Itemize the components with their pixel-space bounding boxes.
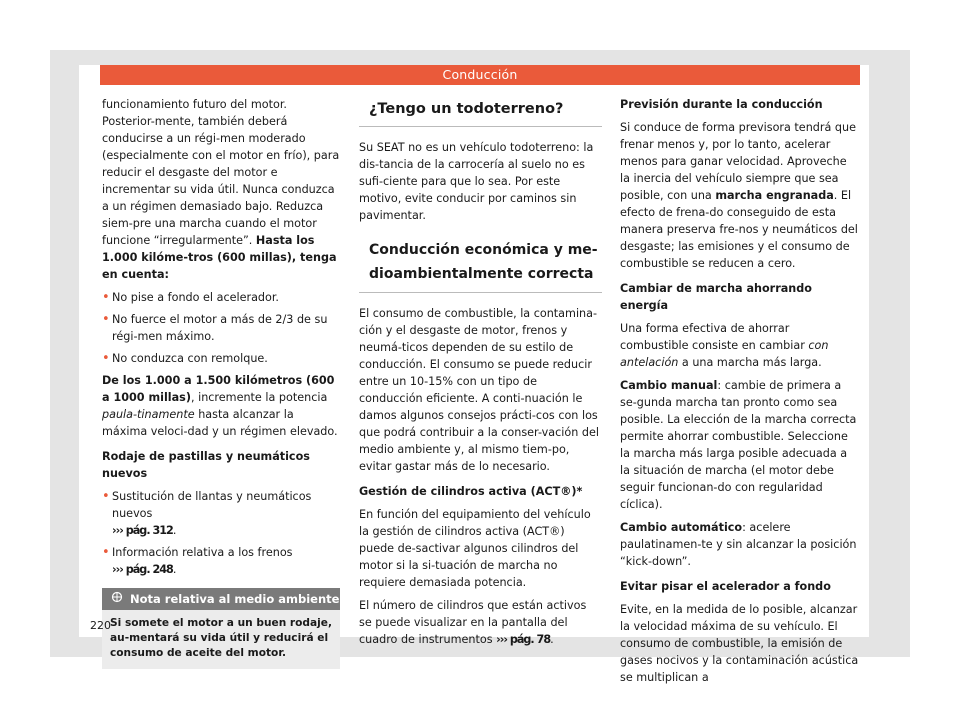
subheading: Previsión durante la conducción — [620, 98, 823, 111]
bullet-icon: • — [102, 489, 110, 504]
list-item: • No pise a fondo el acelerador. — [102, 290, 279, 305]
note-header: Nota relativa al medio ambiente — [102, 588, 340, 610]
cross-reference-link[interactable]: ››› pág. 78 — [496, 633, 551, 646]
column-left — [102, 96, 340, 669]
list-item: • Información relativa a los frenos ››› pág. 248. — [102, 545, 293, 576]
paragraph: Si conduce de forma previsora tendrá que frenar menos y, por lo tanto, acelerar menos para ganar velocidad. Aproveche la inercia del vehículo siempre que sea posible, con una marcha engranada. El efecto de frena-do conseguido de esta manera preserva fre-nos y neumáticos del desgaste; las emisiones y el consumo de combustible se reducen a cero. — [620, 121, 858, 270]
paragraph: En función del equipamiento del vehículo la gestión de cilindros activa (ACT®) puede de-sactivar algunos cilindros del motor si la si-tuación de marcha no requiere demasiada potencia. — [359, 508, 591, 589]
bullet-icon: • — [102, 290, 110, 305]
list-item: • No fuerce el motor a más de 2/3 de su régi-men máximo. — [102, 312, 328, 343]
paragraph: Su SEAT no es un vehículo todoterreno: la dis-tancia de la carrocería al suelo no es sufi-ciente para que lo sea. Por este motivo, evite conducir por caminos sin pavimentar. — [359, 141, 594, 222]
environment-note — [102, 588, 340, 669]
column-right — [620, 96, 860, 692]
paragraph: Cambio automático: acelere paulatinamen-te y sin alcanzar la posición “kick-down”. — [620, 521, 857, 568]
paragraph: Una forma efectiva de ahorrar combustible consiste en cambiar con antelación a una marcha más larga. — [620, 322, 829, 369]
bullet-icon: • — [102, 351, 110, 366]
note-body: Si somete el motor a un buen rodaje, au-mentará su vida útil y reducirá el consumo de aceite del motor. — [110, 617, 332, 659]
leaf-icon — [110, 588, 124, 610]
subheading: Rodaje de pastillas y neumáticos nuevos — [102, 450, 310, 480]
bullet-icon: • — [102, 545, 110, 560]
paragraph: Evite, en la medida de lo posible, alcanzar la velocidad máxima de su vehículo. El consumo de combustible, la emisión de gases nocivos y la contaminación acústica se multiplican a — [620, 603, 859, 684]
section-heading: ¿Tengo un todoterreno? — [359, 96, 602, 127]
subheading: Cambiar de marcha ahorrando energía — [620, 282, 812, 312]
subheading: Evitar pisar el acelerador a fondo — [620, 580, 831, 593]
chapter-header: Conducción — [100, 65, 860, 85]
paragraph: funcionamiento futuro del motor. Posterior-mente, también deberá conducirse a un régi-men moderado (especialmente con el motor en frío), para reducir el desgaste del motor e incrementar su vida útil. Nunca conduzca a un régimen demasiado bajo. Reduzca siem-pre una marcha cuando el motor funcione “irregularmente”. Hasta los 1.000 kilóme-tros (600 millas), tenga en cuenta: — [102, 98, 340, 281]
page-number: 220 — [90, 619, 111, 632]
list-item: • Sustitución de llantas y neumáticos nuevos ››› pág. 312. — [102, 489, 312, 537]
bullet-icon: • — [102, 312, 110, 327]
paragraph: Cambio manual: cambie de primera a se-gunda marcha tan pronto como sea posible. La elección de la marcha correcta permite ahorrar combustible. Seleccione la marcha más larga posible adecuada a la situación de marcha (el motor debe seguir funcionan-do con regularidad cíclica). — [620, 379, 857, 511]
paragraph: El consumo de combustible, la contamina-ción y el desgaste de motor, frenos y neumá-ticos dependen de su estilo de conducción. El consumo se puede reducir entre un 10-15% con un tipo de conducción eficiente. A conti-nuación le damos algunos consejos prácti-cos con los que podrá contribuir a la conser-vación del medio ambiente y, al mismo tiem-po, evitar gastar más de lo necesario. — [359, 307, 599, 473]
section-heading: Conducción económica y me-dioambientalmente correcta — [359, 238, 602, 293]
subheading: Gestión de cilindros activa (ACT®)* — [359, 485, 583, 498]
list-item: • No conduzca con remolque. — [102, 351, 268, 366]
paragraph: El número de cilindros que están activos se puede visualizar en la pantalla del cuadro de instrumentos ››› pág. 78. — [359, 599, 587, 646]
column-middle — [359, 96, 602, 654]
paragraph: De los 1.000 a 1.500 kilómetros (600 a 1000 millas), incremente la potencia paula-tinamente hasta alcanzar la máxima veloci-dad y un régimen elevado. — [102, 374, 338, 438]
cross-reference-link[interactable]: ››› pág. 248 — [112, 563, 173, 576]
cross-reference-link[interactable]: ››› pág. 312 — [112, 524, 173, 537]
